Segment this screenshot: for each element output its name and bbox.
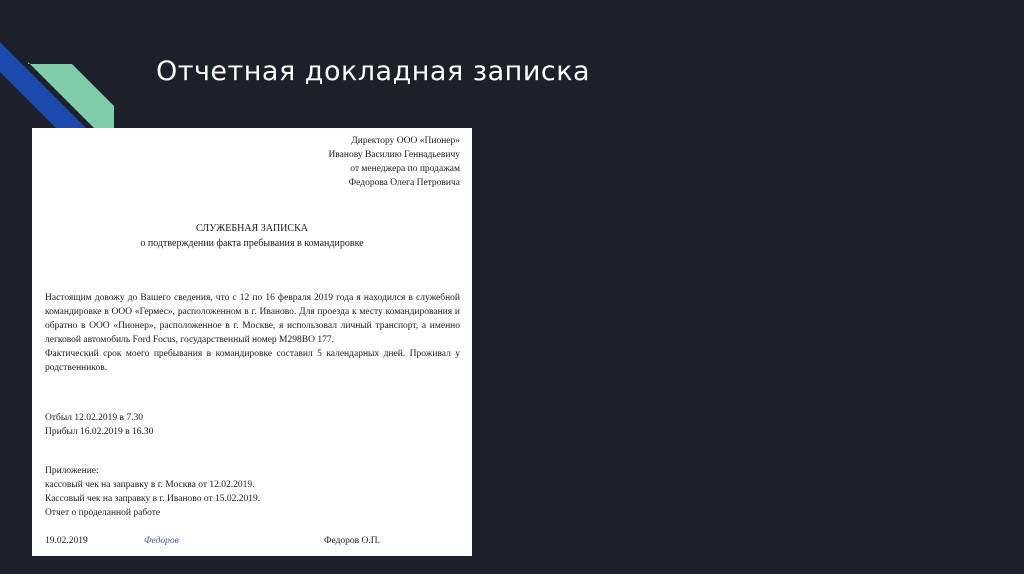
memo-paragraph: Настоящим довожу до Вашего сведения, что с 12 по 16 февраля 2019 года я находился в служебной командировке в ООО «Гермес», расположенном в г. Иваново. Для проезда к месту командирования и обратно в ООО «Пионер», расположенное в г. Москве, я использовал личный транспорт, а именно легковой автомобиль Ford Focus, государственный номер М298ВО 177. (45, 293, 460, 345)
memo-document (32, 128, 472, 556)
addressee-block (328, 134, 460, 190)
arrival-line: Прибыл 16.02.2019 в 16.30 (45, 427, 154, 437)
attachment-item: Кассовый чек на заправку в г. Иваново от 15.02.2019. (45, 494, 261, 504)
addressee-line: от менеджера по продажам (350, 164, 460, 174)
attachments-label: Приложение: (45, 466, 99, 476)
signer-name: Федоров О.П. (324, 536, 381, 546)
memo-heading (32, 221, 472, 251)
departure-line: Отбыл 12.02.2019 в 7.30 (45, 413, 143, 423)
addressee-line: Иванову Василию Геннадьевичу (328, 150, 460, 160)
corner-stripes-decoration (0, 0, 130, 140)
memo-title: СЛУЖЕБНАЯ ЗАПИСКА (196, 223, 308, 234)
travel-times (45, 411, 153, 439)
memo-subtitle: о подтверждении факта пребывания в командировке (140, 238, 364, 249)
slide-title: Отчетная докладная записка (156, 56, 591, 87)
memo-date: 19.02.2019 (45, 536, 88, 546)
addressee-line: Федорова Олега Петровича (348, 178, 460, 188)
memo-body (45, 291, 460, 375)
attachments-block (45, 464, 260, 520)
addressee-line: Директору ООО «Пионер» (351, 136, 460, 146)
memo-paragraph: Фактический срок моего пребывания в командировке составил 5 календарных дней. Проживал у родственников. (45, 349, 460, 373)
attachment-item: Отчет о проделанной работе (45, 508, 161, 518)
attachment-item: кассовый чек на заправку в г. Москва от 12.02.2019. (45, 480, 255, 490)
handwritten-signature: Федоров (144, 536, 179, 546)
